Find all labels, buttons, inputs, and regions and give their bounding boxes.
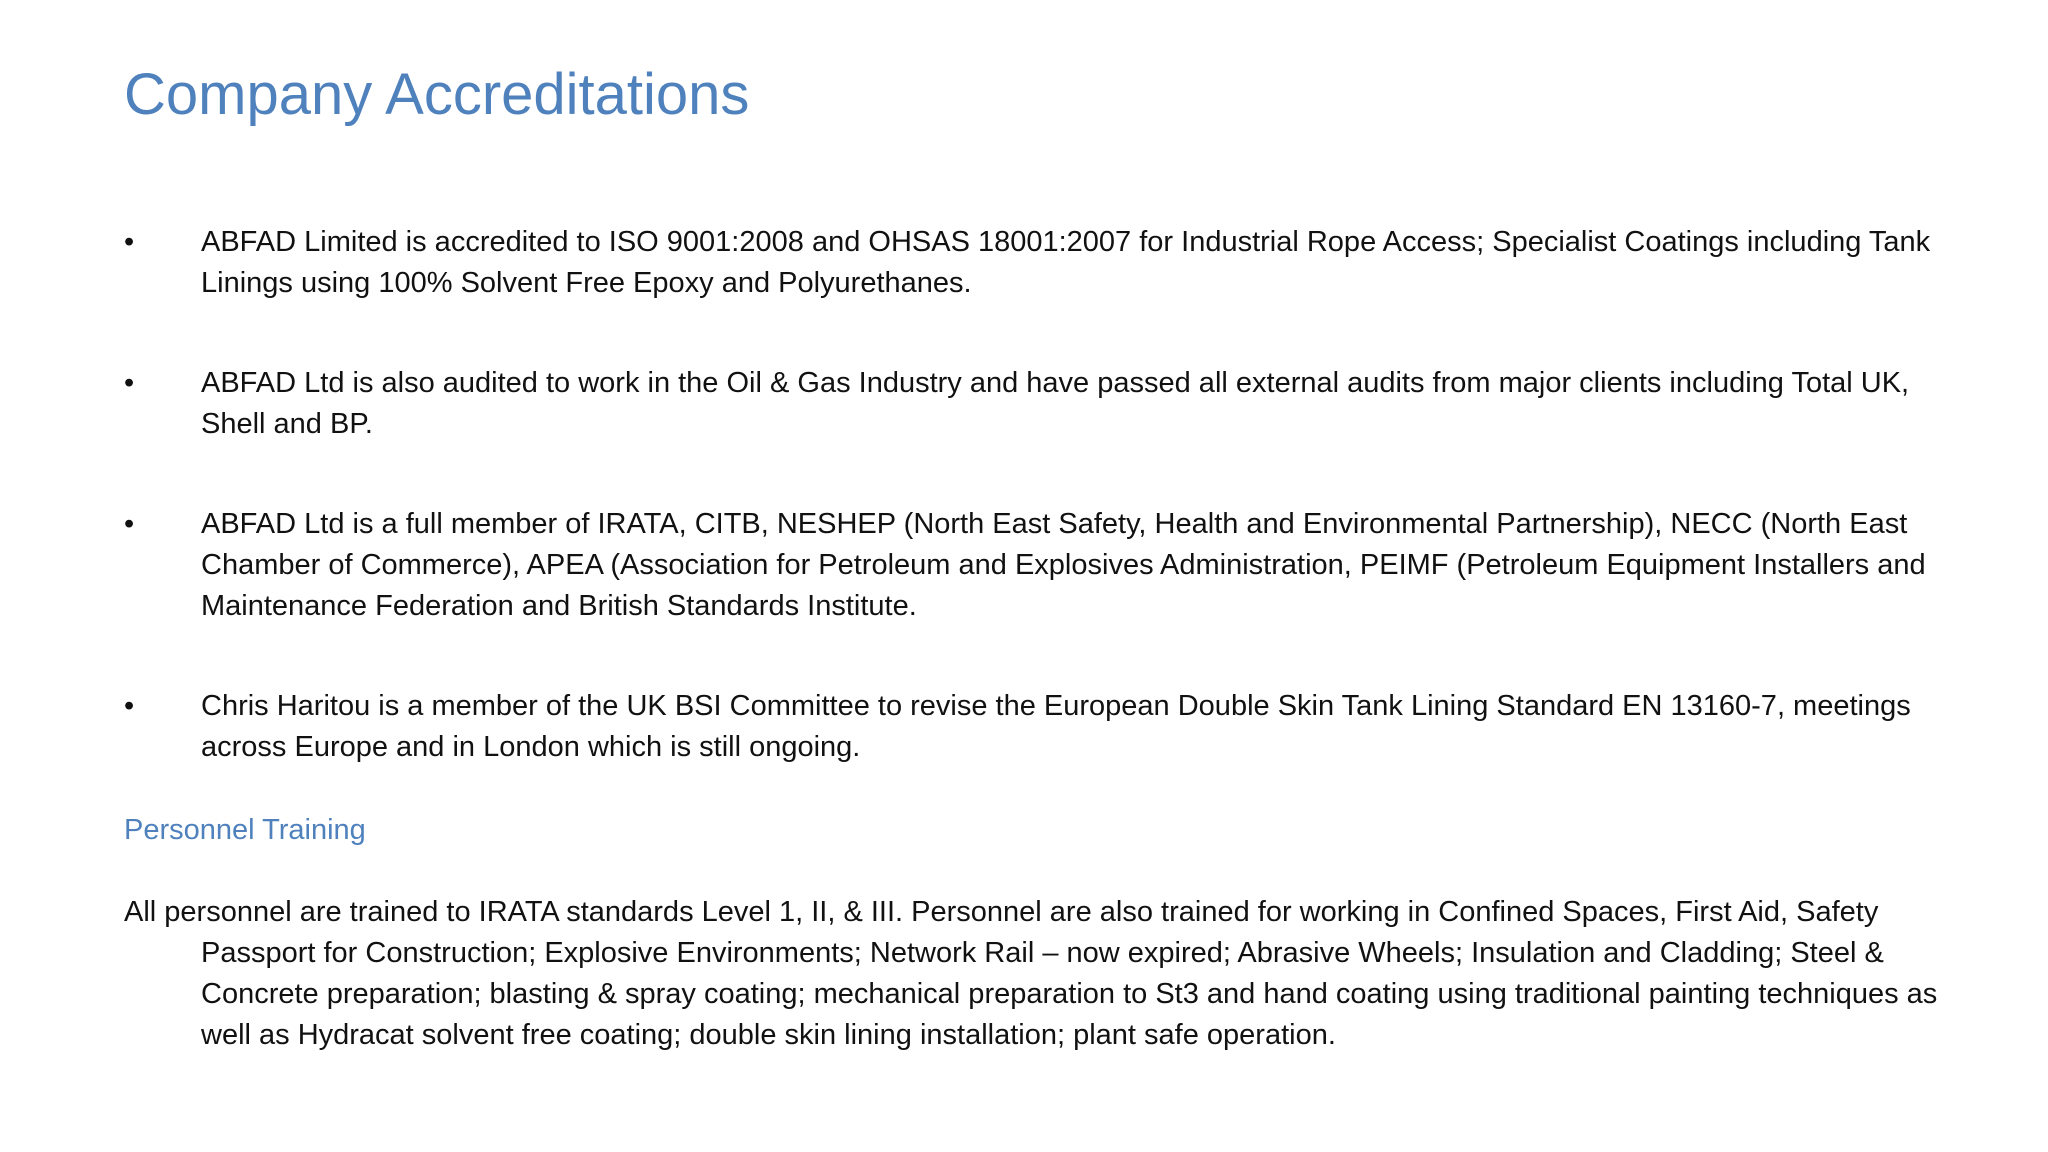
list-item-text: ABFAD Limited is accredited to ISO 9001:2008 and OHSAS 18001:2007 for Industrial Rope Access; Specialist Coatings including Tank Linings using 100% Solvent Free Epoxy and Polyurethanes. bbox=[201, 226, 1931, 299]
list-item bbox=[124, 504, 1944, 627]
list-item bbox=[124, 686, 1944, 768]
list-item bbox=[124, 222, 1944, 304]
bullet-icon: • bbox=[124, 226, 135, 258]
accreditation-list bbox=[124, 222, 1944, 768]
bullet-icon: • bbox=[124, 508, 135, 540]
list-item-text: ABFAD Ltd is also audited to work in the Oil & Gas Industry and have passed all external audits from major clients including Total UK, Shell and BP. bbox=[201, 367, 1910, 440]
slide-title: Company Accreditations bbox=[124, 62, 750, 127]
bullet-icon: • bbox=[124, 690, 135, 722]
list-item bbox=[124, 363, 1944, 445]
section-heading-personnel-training: Personnel Training bbox=[124, 814, 366, 846]
bullet-icon: • bbox=[124, 367, 135, 399]
list-item-text: Chris Haritou is a member of the UK BSI Committee to revise the European Double Skin Tank Lining Standard EN 13160-7, meetings across Europe and in London which is still ongoing. bbox=[201, 690, 1911, 763]
list-item-text: ABFAD Ltd is a full member of IRATA, CITB, NESHEP (North East Safety, Health and Environmental Partnership), NECC (North East Chamber of Commerce), APEA (Association for Petroleum and Explosives Administration, PEIMF (Petroleum Equipment Installers and Maintenance Federation and British Standards Institute. bbox=[201, 508, 1926, 622]
personnel-training-paragraph: All personnel are trained to IRATA standards Level 1, II, & III. Personnel are also trained for working in Confined Spaces, First Aid, Safety Passport for Construction; Explosive Environments; Network Rail – now expired; Abrasive Wheels; Insulation and Cladding; Steel & Concrete preparation; blasting & spray coating; mechanical preparation to St3 and hand coating using traditional painting techniques as well as Hydracat solvent free coating; double skin lining installation; plant safe operation. bbox=[124, 896, 1938, 1051]
